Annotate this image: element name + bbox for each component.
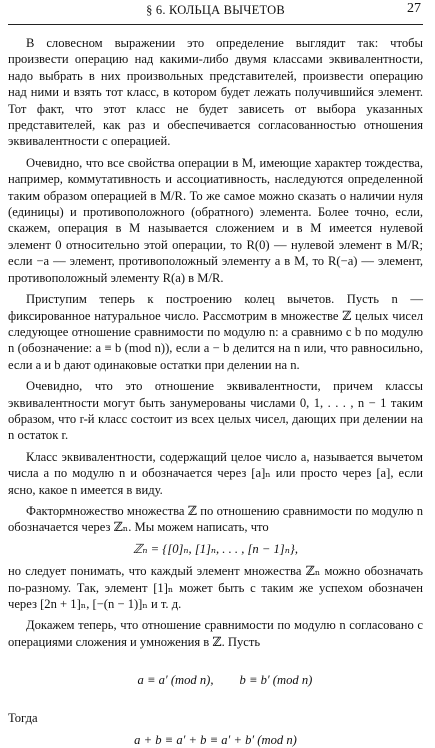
paragraph: Тогда bbox=[8, 711, 38, 726]
paragraph: В словесном выражении это определение выглядит так: чтобы произвести операцию над какими-либо двумя классами эквивалентности, надо выбрать в них произвольных представителей, произвести операцию над ними и взять тот класс, в котором будет лежать получившийся элемент. Тот факт, что этот класс не будет зависеть от выбора указанных представителей, как раз и обеспечивается согласованностью отношения эквивалентности с операцией. bbox=[8, 36, 423, 149]
paragraph: но следует понимать, что каждый элемент множества ℤₙ можно обозначать по-разному. Так, элемент [1]ₙ может быть с таким же успехом обозначен через [2n + 1]ₙ, [−(n − 1)]ₙ и т. д. bbox=[8, 564, 423, 611]
formula-left: a ≡ a′ (mod n), bbox=[137, 672, 214, 687]
page-body bbox=[8, 35, 423, 748]
paragraph: Класс эквивалентности, содержащий целое число a, называется вычетом числа a по модулю n и обозначается через [a]ₙ или просто через [a], если ясно, какое n имеется в виду. bbox=[8, 449, 423, 497]
paragraph: Очевидно, что это отношение эквивалентности, причем классы эквивалентности могут быть занумерованы числами 0, 1, . . . , n − 1 таким образом, что r-й класс состоит из всех целых чисел, дающих при делении на n остаток r. bbox=[8, 379, 423, 443]
paragraph: Приступим теперь к построению колец вычетов. Пусть n — фиксированное натуральное число. Рассмотрим в множестве ℤ целых чисел следующее отношение сравнимости по модулю n: a сравнимо с b по модулю n (обозначение: a ≡ b (mod n)), если a − b делится на n или, что равносильно, если a и b дают одинаковые остатки при делении на n. bbox=[8, 292, 423, 372]
paragraph: Фактормножество множества ℤ по отношению сравнимости по модулю n обозначается через ℤₙ. Мы можем написать, что bbox=[8, 503, 423, 535]
paragraph: Докажем теперь, что отношение сравнимости по модулю n согласовано с операциями сложения и умножения в ℤ. Пусть bbox=[8, 618, 423, 649]
display-formula: a + b ≡ a′ + b ≡ a′ + b′ (mod n) bbox=[134, 732, 297, 747]
display-formula: ℤₙ = {[0]ₙ, [1]ₙ, . . . , [n − 1]ₙ}, bbox=[133, 541, 298, 556]
page-number: 27 bbox=[407, 1, 421, 16]
running-header bbox=[8, 0, 423, 25]
section-title: § 6. КОЛЬЦА ВЫЧЕТОВ bbox=[146, 3, 285, 17]
paragraph: Очевидно, что все свойства операции в M, имеющие характер тождества, например, коммутативность и ассоциативность, наследуются определенной таким образом операцией в M/R. То же самое можно сказать о наличии нуля (единицы) и противоположного (обратного) элемента. Более точно, если, скажем, операция в M называется сложением и в M имеется нулевой элемент 0 относительно этой операции, то R(0) — нулевой элемент в M/R; если −a — элемент, противоположный элементу a в M, то R(−a) — элемент, противоположный элементу R(a) в M/R. bbox=[8, 155, 423, 285]
display-formula bbox=[8, 655, 423, 704]
formula-right: b ≡ b′ (mod n) bbox=[239, 672, 313, 687]
